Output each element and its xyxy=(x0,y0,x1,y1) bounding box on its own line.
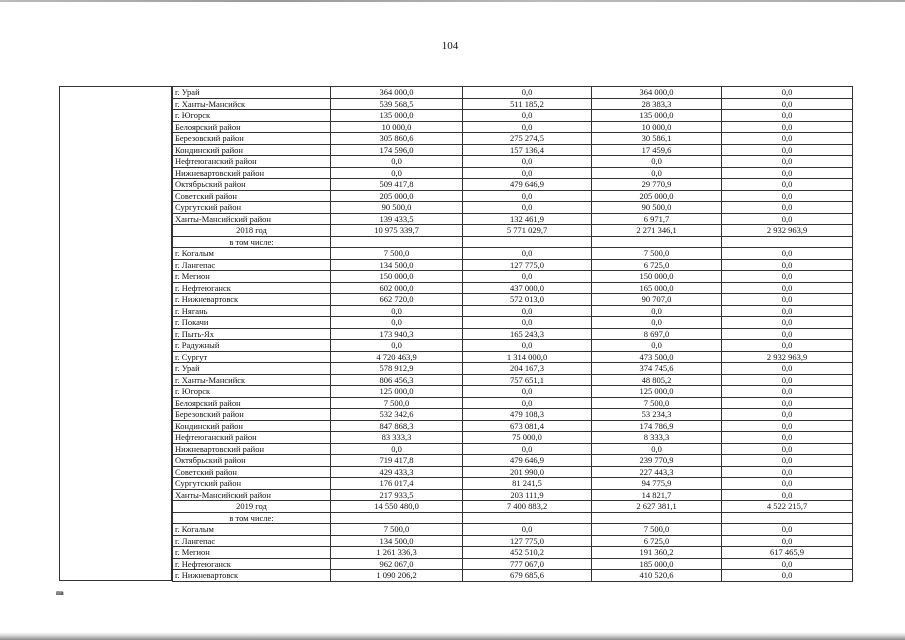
row-name-cell: г. Югорск xyxy=(173,386,331,398)
budget-2-cell: 6 971,7 xyxy=(592,213,722,225)
total-cell: 1 261 336,3 xyxy=(331,547,463,559)
budget-2-cell: 2 271 346,1 xyxy=(592,225,722,237)
total-cell: 962 067,0 xyxy=(331,558,463,570)
budget-2-cell: 2 627 381,1 xyxy=(592,501,722,513)
budget-2-cell: 30 586,1 xyxy=(592,133,722,145)
budget-2-cell: 8 333,3 xyxy=(592,432,722,444)
budget-3-cell: 0,0 xyxy=(722,213,853,225)
table-row xyxy=(173,305,853,317)
budget-2-cell: 150 000,0 xyxy=(592,271,722,283)
total-cell: 176 017,4 xyxy=(331,478,463,490)
budget-2-cell: 374 745,6 xyxy=(592,363,722,375)
budget-3-cell: 0,0 xyxy=(722,478,853,490)
budget-1-cell: 81 241,5 xyxy=(463,478,592,490)
budget-3-cell: 0,0 xyxy=(722,374,853,386)
total-cell xyxy=(331,512,463,524)
budget-2-cell: 174 786,9 xyxy=(592,420,722,432)
table-row xyxy=(173,328,853,340)
row-name-cell: Советский район xyxy=(173,466,331,478)
table-row xyxy=(173,110,853,122)
budget-2-cell: 125 000,0 xyxy=(592,386,722,398)
total-cell: 539 568,5 xyxy=(331,98,463,110)
table-row xyxy=(173,570,853,582)
row-name-cell: г. Радужный xyxy=(173,340,331,352)
total-cell: 1 090 206,2 xyxy=(331,570,463,582)
row-name-cell: Нижневартовский район xyxy=(173,443,331,455)
total-cell: 83 333,3 xyxy=(331,432,463,444)
budget-1-cell: 479 646,9 xyxy=(463,455,592,467)
row-name-cell: Ханты-Мансийский район xyxy=(173,213,331,225)
table-row xyxy=(173,179,853,191)
total-cell: 205 000,0 xyxy=(331,190,463,202)
table-row xyxy=(173,271,853,283)
total-cell: 135 000,0 xyxy=(331,110,463,122)
table-row xyxy=(173,374,853,386)
budget-3-cell: 0,0 xyxy=(722,98,853,110)
scan-edge-bottom xyxy=(0,632,905,640)
total-cell: 10 975 339,7 xyxy=(331,225,463,237)
subheading-row xyxy=(173,236,853,248)
budget-1-cell: 0,0 xyxy=(463,386,592,398)
total-cell: 150 000,0 xyxy=(331,271,463,283)
budget-1-cell: 0,0 xyxy=(463,397,592,409)
row-name-cell: г. Нефтеюганск xyxy=(173,558,331,570)
row-name-cell: г. Нефтеюганск xyxy=(173,282,331,294)
budget-3-cell: 617 465,9 xyxy=(722,547,853,559)
budget-2-cell: 227 443,3 xyxy=(592,466,722,478)
row-name-cell: Белоярский район xyxy=(173,397,331,409)
budget-2-cell: 94 775,9 xyxy=(592,478,722,490)
budget-3-cell: 0,0 xyxy=(722,524,853,536)
budget-2-cell: 205 000,0 xyxy=(592,190,722,202)
budget-3-cell: 0,0 xyxy=(722,259,853,271)
table-row xyxy=(173,213,853,225)
total-cell: 0,0 xyxy=(331,317,463,329)
total-cell: 0,0 xyxy=(331,167,463,179)
row-name-cell: в том числе: xyxy=(173,236,331,248)
budget-3-cell: 0,0 xyxy=(722,282,853,294)
budget-3-cell: 0,0 xyxy=(722,363,853,375)
budget-2-cell: 165 000,0 xyxy=(592,282,722,294)
budget-3-cell: 0,0 xyxy=(722,386,853,398)
total-cell: 305 860,6 xyxy=(331,133,463,145)
table-row xyxy=(173,248,853,260)
budget-3-cell: 0,0 xyxy=(722,271,853,283)
budget-1-cell: 0,0 xyxy=(463,167,592,179)
row-name-cell: г. Пыть-Ях xyxy=(173,328,331,340)
budget-2-cell: 48 805,2 xyxy=(592,374,722,386)
table-row xyxy=(173,420,853,432)
budget-2-cell: 7 500,0 xyxy=(592,524,722,536)
row-name-cell: г. Нижневартовск xyxy=(173,294,331,306)
row-name-cell: г. Югорск xyxy=(173,110,331,122)
table-row xyxy=(173,340,853,352)
row-name-cell: 2019 год xyxy=(173,501,331,513)
budget-3-cell: 0,0 xyxy=(722,305,853,317)
budget-3-cell: 0,0 xyxy=(722,144,853,156)
budget-2-cell: 0,0 xyxy=(592,305,722,317)
total-cell: 4 720 463,9 xyxy=(331,351,463,363)
budget-1-cell: 0,0 xyxy=(463,156,592,168)
total-cell: 806 456,3 xyxy=(331,374,463,386)
budget-3-cell xyxy=(722,512,853,524)
budget-2-cell: 135 000,0 xyxy=(592,110,722,122)
budget-1-cell: 127 775,0 xyxy=(463,535,592,547)
row-name-cell: Октябрьский район xyxy=(173,179,331,191)
row-name-cell: г. Когалым xyxy=(173,524,331,536)
budget-1-cell: 201 990,0 xyxy=(463,466,592,478)
row-name-cell: Октябрьский район xyxy=(173,455,331,467)
budget-1-cell: 0,0 xyxy=(463,87,592,99)
budget-1-cell: 0,0 xyxy=(463,190,592,202)
budget-3-cell: 0,0 xyxy=(722,121,853,133)
budget-1-cell xyxy=(463,236,592,248)
total-cell: 662 720,0 xyxy=(331,294,463,306)
table-row xyxy=(173,294,853,306)
budget-1-cell: 777 067,0 xyxy=(463,558,592,570)
budget-1-cell: 679 685,6 xyxy=(463,570,592,582)
row-name-cell: Сургутский район xyxy=(173,202,331,214)
table-row xyxy=(173,489,853,501)
budget-1-cell: 204 167,3 xyxy=(463,363,592,375)
table-row xyxy=(173,443,853,455)
budget-2-cell: 364 000,0 xyxy=(592,87,722,99)
budget-3-cell: 0,0 xyxy=(722,190,853,202)
budget-1-cell: 479 646,9 xyxy=(463,179,592,191)
total-cell: 134 500,0 xyxy=(331,535,463,547)
table-row xyxy=(173,547,853,559)
row-name-cell: Кондинский район xyxy=(173,144,331,156)
total-cell: 0,0 xyxy=(331,156,463,168)
table-row xyxy=(173,466,853,478)
total-cell: 14 550 480,0 xyxy=(331,501,463,513)
total-cell: 7 500,0 xyxy=(331,524,463,536)
budget-1-cell: 0,0 xyxy=(463,110,592,122)
budget-1-cell: 0,0 xyxy=(463,340,592,352)
budget-2-cell: 0,0 xyxy=(592,156,722,168)
budget-3-cell: 0,0 xyxy=(722,317,853,329)
total-cell: 532 342,6 xyxy=(331,409,463,421)
table-row xyxy=(173,282,853,294)
row-name-cell: Кондинский район xyxy=(173,420,331,432)
total-cell: 0,0 xyxy=(331,340,463,352)
budget-1-cell: 165 243,3 xyxy=(463,328,592,340)
table-row xyxy=(173,558,853,570)
budget-3-cell: 0,0 xyxy=(722,87,853,99)
budget-2-cell: 8 697,0 xyxy=(592,328,722,340)
budget-3-cell: 0,0 xyxy=(722,294,853,306)
table-row xyxy=(173,167,853,179)
subheading-row xyxy=(173,512,853,524)
year-total-row xyxy=(173,225,853,237)
total-cell: 174 596,0 xyxy=(331,144,463,156)
budget-table xyxy=(172,86,853,582)
budget-3-cell: 0,0 xyxy=(722,420,853,432)
budget-2-cell xyxy=(592,236,722,248)
budget-3-cell: 0,0 xyxy=(722,397,853,409)
budget-2-cell: 0,0 xyxy=(592,167,722,179)
year-total-row xyxy=(173,501,853,513)
budget-3-cell: 0,0 xyxy=(722,535,853,547)
table-row xyxy=(173,363,853,375)
total-cell: 139 433,5 xyxy=(331,213,463,225)
budget-2-cell: 191 360,2 xyxy=(592,547,722,559)
budget-2-cell: 17 459,6 xyxy=(592,144,722,156)
row-name-cell: Белоярский район xyxy=(173,121,331,133)
budget-1-cell: 511 185,2 xyxy=(463,98,592,110)
total-cell: 719 417,8 xyxy=(331,455,463,467)
table-row xyxy=(173,535,853,547)
table-row xyxy=(173,524,853,536)
budget-3-cell: 0,0 xyxy=(722,443,853,455)
budget-1-cell: 0,0 xyxy=(463,443,592,455)
budget-1-cell: 673 081,4 xyxy=(463,420,592,432)
row-name-cell: г. Урай xyxy=(173,363,331,375)
budget-2-cell: 28 383,3 xyxy=(592,98,722,110)
total-cell: 0,0 xyxy=(331,443,463,455)
budget-1-cell xyxy=(463,512,592,524)
budget-3-cell: 4 522 215,7 xyxy=(722,501,853,513)
budget-3-cell: 0,0 xyxy=(722,328,853,340)
table-row xyxy=(173,351,853,363)
footer-mark: пв xyxy=(56,589,64,597)
scan-edge-top xyxy=(0,0,905,2)
budget-1-cell: 157 136,4 xyxy=(463,144,592,156)
table-row xyxy=(173,386,853,398)
row-name-cell: г. Нижневартовск xyxy=(173,570,331,582)
budget-2-cell: 7 500,0 xyxy=(592,397,722,409)
budget-2-cell xyxy=(592,512,722,524)
total-cell: 134 500,0 xyxy=(331,259,463,271)
table-row xyxy=(173,121,853,133)
table-row xyxy=(173,409,853,421)
budget-3-cell: 0,0 xyxy=(722,489,853,501)
row-name-cell: г. Лангепас xyxy=(173,259,331,271)
row-name-cell: Советский район xyxy=(173,190,331,202)
budget-2-cell: 0,0 xyxy=(592,340,722,352)
budget-1-cell: 1 314 000,0 xyxy=(463,351,592,363)
row-name-cell: г. Мегион xyxy=(173,271,331,283)
budget-3-cell: 0,0 xyxy=(722,409,853,421)
budget-1-cell: 0,0 xyxy=(463,202,592,214)
budget-3-cell: 0,0 xyxy=(722,133,853,145)
total-cell: 7 500,0 xyxy=(331,397,463,409)
total-cell: 217 933,5 xyxy=(331,489,463,501)
budget-1-cell: 452 510,2 xyxy=(463,547,592,559)
budget-1-cell: 0,0 xyxy=(463,121,592,133)
table-row xyxy=(173,156,853,168)
budget-3-cell xyxy=(722,236,853,248)
total-cell: 429 433,3 xyxy=(331,466,463,478)
budget-3-cell: 0,0 xyxy=(722,340,853,352)
table-row xyxy=(173,144,853,156)
table-row xyxy=(173,432,853,444)
table-row xyxy=(173,259,853,271)
budget-2-cell: 10 000,0 xyxy=(592,121,722,133)
budget-2-cell: 0,0 xyxy=(592,443,722,455)
row-name-cell: г. Урай xyxy=(173,87,331,99)
table-row xyxy=(173,87,853,99)
table-row xyxy=(173,133,853,145)
row-name-cell: Нефтеюганский район xyxy=(173,432,331,444)
budget-1-cell: 479 108,3 xyxy=(463,409,592,421)
budget-2-cell: 0,0 xyxy=(592,317,722,329)
budget-3-cell: 0,0 xyxy=(722,455,853,467)
budget-1-cell: 0,0 xyxy=(463,524,592,536)
budget-3-cell: 2 932 963,9 xyxy=(722,225,853,237)
budget-2-cell: 7 500,0 xyxy=(592,248,722,260)
budget-2-cell: 6 725,0 xyxy=(592,259,722,271)
budget-1-cell: 0,0 xyxy=(463,305,592,317)
budget-3-cell: 0,0 xyxy=(722,156,853,168)
row-name-cell: 2018 год xyxy=(173,225,331,237)
total-cell: 90 500,0 xyxy=(331,202,463,214)
budget-2-cell: 29 770,9 xyxy=(592,179,722,191)
total-cell: 0,0 xyxy=(331,305,463,317)
budget-1-cell: 757 651,1 xyxy=(463,374,592,386)
page-number: 104 xyxy=(441,40,459,52)
budget-2-cell: 53 234,3 xyxy=(592,409,722,421)
budget-1-cell: 5 771 029,7 xyxy=(463,225,592,237)
budget-3-cell: 0,0 xyxy=(722,432,853,444)
budget-3-cell: 0,0 xyxy=(722,110,853,122)
budget-1-cell: 437 000,0 xyxy=(463,282,592,294)
table-row xyxy=(173,317,853,329)
budget-1-cell: 572 013,0 xyxy=(463,294,592,306)
table-row xyxy=(173,202,853,214)
row-name-cell: Нижневартовский район xyxy=(173,167,331,179)
row-name-cell: Березовский район xyxy=(173,409,331,421)
budget-2-cell: 185 000,0 xyxy=(592,558,722,570)
row-name-cell: Сургутский район xyxy=(173,478,331,490)
row-name-cell: Нефтеюганский район xyxy=(173,156,331,168)
budget-3-cell: 0,0 xyxy=(722,167,853,179)
merged-left-cell xyxy=(59,86,172,581)
table-row xyxy=(173,397,853,409)
budget-2-cell: 90 500,0 xyxy=(592,202,722,214)
budget-3-cell: 2 932 963,9 xyxy=(722,351,853,363)
budget-1-cell: 75 000,0 xyxy=(463,432,592,444)
total-cell: 602 000,0 xyxy=(331,282,463,294)
budget-3-cell: 0,0 xyxy=(722,179,853,191)
total-cell xyxy=(331,236,463,248)
table-row xyxy=(173,190,853,202)
row-name-cell: г. Нягань xyxy=(173,305,331,317)
budget-1-cell: 132 461,9 xyxy=(463,213,592,225)
budget-3-cell: 0,0 xyxy=(722,466,853,478)
budget-3-cell: 0,0 xyxy=(722,570,853,582)
table-body xyxy=(173,87,853,582)
row-name-cell: Ханты-Мансийский район xyxy=(173,489,331,501)
table-row xyxy=(173,98,853,110)
row-name-cell: г. Ханты-Мансийск xyxy=(173,98,331,110)
budget-3-cell: 0,0 xyxy=(722,558,853,570)
total-cell: 509 417,8 xyxy=(331,179,463,191)
row-name-cell: г. Сургут xyxy=(173,351,331,363)
budget-2-cell: 410 520,6 xyxy=(592,570,722,582)
budget-2-cell: 473 500,0 xyxy=(592,351,722,363)
total-cell: 10 000,0 xyxy=(331,121,463,133)
total-cell: 125 000,0 xyxy=(331,386,463,398)
budget-1-cell: 0,0 xyxy=(463,317,592,329)
budget-1-cell: 275 274,5 xyxy=(463,133,592,145)
budget-2-cell: 6 725,0 xyxy=(592,535,722,547)
total-cell: 7 500,0 xyxy=(331,248,463,260)
row-name-cell: г. Покачи xyxy=(173,317,331,329)
budget-2-cell: 90 707,0 xyxy=(592,294,722,306)
budget-1-cell: 7 400 883,2 xyxy=(463,501,592,513)
total-cell: 578 912,9 xyxy=(331,363,463,375)
budget-1-cell: 0,0 xyxy=(463,248,592,260)
budget-2-cell: 239 770,9 xyxy=(592,455,722,467)
budget-1-cell: 0,0 xyxy=(463,271,592,283)
budget-3-cell: 0,0 xyxy=(722,202,853,214)
row-name-cell: г. Лангепас xyxy=(173,535,331,547)
row-name-cell: г. Когалым xyxy=(173,248,331,260)
budget-3-cell: 0,0 xyxy=(722,248,853,260)
budget-1-cell: 203 111,9 xyxy=(463,489,592,501)
budget-2-cell: 14 821,7 xyxy=(592,489,722,501)
row-name-cell: в том числе: xyxy=(173,512,331,524)
row-name-cell: г. Ханты-Мансийск xyxy=(173,374,331,386)
total-cell: 173 940,3 xyxy=(331,328,463,340)
total-cell: 847 868,3 xyxy=(331,420,463,432)
table-row xyxy=(173,478,853,490)
total-cell: 364 000,0 xyxy=(331,87,463,99)
budget-1-cell: 127 775,0 xyxy=(463,259,592,271)
row-name-cell: Березовский район xyxy=(173,133,331,145)
table-row xyxy=(173,455,853,467)
row-name-cell: г. Мегион xyxy=(173,547,331,559)
